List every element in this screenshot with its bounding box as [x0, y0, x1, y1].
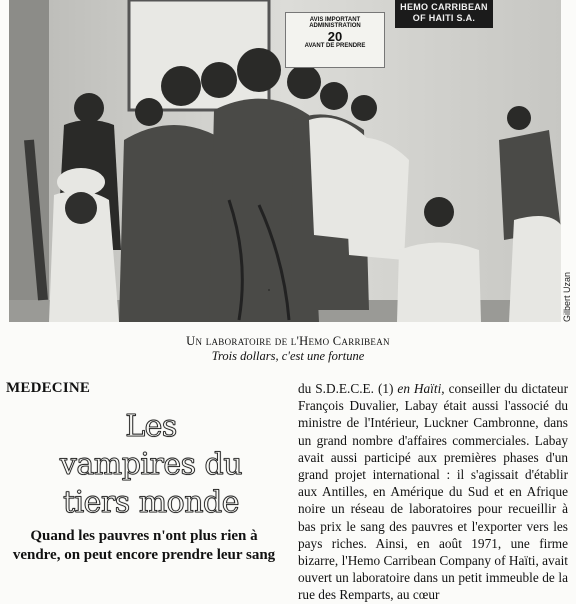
headline-line: tiers monde: [63, 485, 239, 520]
notice-sign-line: AVIS IMPORTANT: [309, 17, 361, 23]
article-deck: Quand les pauvres n'ont plus rien à vendre, on peut encore prendre leur sang: [12, 528, 276, 563]
notice-sign-line: 20: [327, 28, 343, 44]
caption-line-1: Un laboratoire de l'Hemo Carribean: [186, 334, 390, 348]
photo-caption: [0, 334, 576, 364]
body-segment-italic: en Haïti: [397, 381, 442, 396]
headline-line: Les: [125, 409, 177, 444]
article-body: [298, 380, 568, 604]
company-sign: [395, 0, 493, 28]
article-photo: [9, 0, 561, 322]
body-segment: du S.D.E.C.E. (1): [298, 381, 398, 396]
company-sign-line: HEMO CARRIBEAN: [400, 2, 488, 12]
notice-sign: [285, 12, 385, 68]
caption-line-2: Trois dollars, c'est une fortune: [211, 349, 365, 363]
notice-sign-line: ADMINISTRATION: [309, 23, 361, 30]
headline-line: vampires du: [59, 447, 243, 482]
section-rubric: MEDECINE: [6, 380, 91, 396]
company-sign-line: OF HAITI S.A.: [412, 13, 476, 23]
article-headline: [20, 408, 282, 522]
photo-credit: Gilbert Uzan: [562, 271, 572, 322]
body-paragraph: [298, 380, 568, 604]
notice-sign-line: AVANT DE PRENDRE: [304, 43, 366, 50]
body-segment: , conseiller du dictateur François Duvalier, Labay était aussi l'associé du ministre de l'Intérieur, Luckner Cambronne, dans un grand nombre d'affaires commerciales. Labay avait aussi participé aux premières phases d'un grand projet international : il s'agissait d'établir aux Antilles, en Amérique du Sud et en Afrique noire un réseau de laboratoires pour recueillir à bas prix le sang des pauvres et l'exporter vers les pays riches. Ainsi, en août 1971, une firme bizarre, l'Hemo Carribean Company of Haïti, avait ouvert un laboratoire dans un petit immeuble de la rue des Remparts, au cœur: [298, 381, 568, 603]
